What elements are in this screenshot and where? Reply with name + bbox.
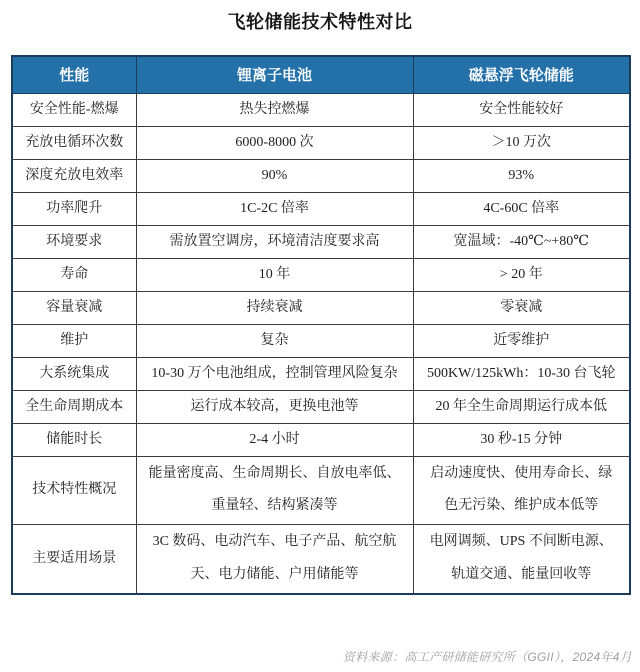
flywheel-value-cell: 零衰减	[413, 291, 630, 324]
flywheel-value-cell: 近零维护	[413, 324, 630, 357]
source-note: 资料来源：高工产研储能研究所（GGII），2024年4月	[342, 650, 632, 664]
table-row	[12, 324, 630, 357]
lithium-value-cell: 3C 数码、电动汽车、电子产品、航空航天、电力储能、户用储能等	[136, 525, 413, 594]
row-label-cell: 寿命	[12, 258, 136, 291]
table-row	[12, 291, 630, 324]
lithium-value-cell: 90%	[136, 159, 413, 192]
table-row	[12, 258, 630, 291]
row-label-cell: 容量衰减	[12, 291, 136, 324]
flywheel-value-cell: 启动速度快、使用寿命长、绿色无污染、维护成本低等	[413, 456, 630, 525]
table-row	[12, 390, 630, 423]
table-row	[12, 93, 630, 126]
flywheel-value-cell: 93%	[413, 159, 630, 192]
row-label-cell: 安全性能-燃爆	[12, 93, 136, 126]
row-label-cell: 技术特性概况	[12, 456, 136, 525]
row-label-cell: 全生命周期成本	[12, 390, 136, 423]
table-row	[12, 159, 630, 192]
table-row	[12, 225, 630, 258]
row-label-cell: 维护	[12, 324, 136, 357]
lithium-value-cell: 热失控燃爆	[136, 93, 413, 126]
row-label-cell: 大系统集成	[12, 357, 136, 390]
table-row	[12, 525, 630, 594]
lithium-value-cell: 10 年	[136, 258, 413, 291]
lithium-value-cell: 复杂	[136, 324, 413, 357]
table-row	[12, 456, 630, 525]
flywheel-value-cell: 500KW/125kWh：10-30 台飞轮	[413, 357, 630, 390]
lithium-value-cell: 1C-2C 倍率	[136, 192, 413, 225]
lithium-value-cell: 需放置空调房，环境清洁度要求高	[136, 225, 413, 258]
flywheel-value-cell: 电网调频、UPS 不间断电源、轨道交通、能量回收等	[413, 525, 630, 594]
header-cell-maglev-flywheel: 磁悬浮飞轮储能	[413, 56, 630, 93]
header-cell-performance: 性能	[12, 56, 136, 93]
table-row	[12, 126, 630, 159]
header-cell-lithium-battery: 锂离子电池	[136, 56, 413, 93]
flywheel-value-cell: > 20 年	[413, 258, 630, 291]
lithium-value-cell: 2-4 小时	[136, 423, 413, 456]
flywheel-value-cell: ＞10 万次	[413, 126, 630, 159]
lithium-value-cell: 运行成本较高，更换电池等	[136, 390, 413, 423]
lithium-value-cell: 10-30 万个电池组成，控制管理风险复杂	[136, 357, 413, 390]
row-label-cell: 充放电循环次数	[12, 126, 136, 159]
row-label-cell: 功率爬升	[12, 192, 136, 225]
flywheel-value-cell: 30 秒-15 分钟	[413, 423, 630, 456]
table-row	[12, 357, 630, 390]
flywheel-value-cell: 安全性能较好	[413, 93, 630, 126]
lithium-value-cell: 持续衰减	[136, 291, 413, 324]
header-row	[12, 56, 630, 93]
comparison-table	[11, 55, 631, 595]
flywheel-value-cell: 20 年全生命周期运行成本低	[413, 390, 630, 423]
row-label-cell: 深度充放电效率	[12, 159, 136, 192]
row-label-cell: 储能时长	[12, 423, 136, 456]
chart-title: 飞轮储能技术特性对比	[227, 12, 413, 32]
row-label-cell: 环境要求	[12, 225, 136, 258]
lithium-value-cell: 6000-8000 次	[136, 126, 413, 159]
table-row	[12, 192, 630, 225]
table-row	[12, 423, 630, 456]
row-label-cell: 主要适用场景	[12, 525, 136, 594]
flywheel-value-cell: 4C-60C 倍率	[413, 192, 630, 225]
lithium-value-cell: 能量密度高、生命周期长、自放电率低、重量轻、结构紧凑等	[136, 456, 413, 525]
flywheel-value-cell: 宽温域：-40℃~+80℃	[413, 225, 630, 258]
